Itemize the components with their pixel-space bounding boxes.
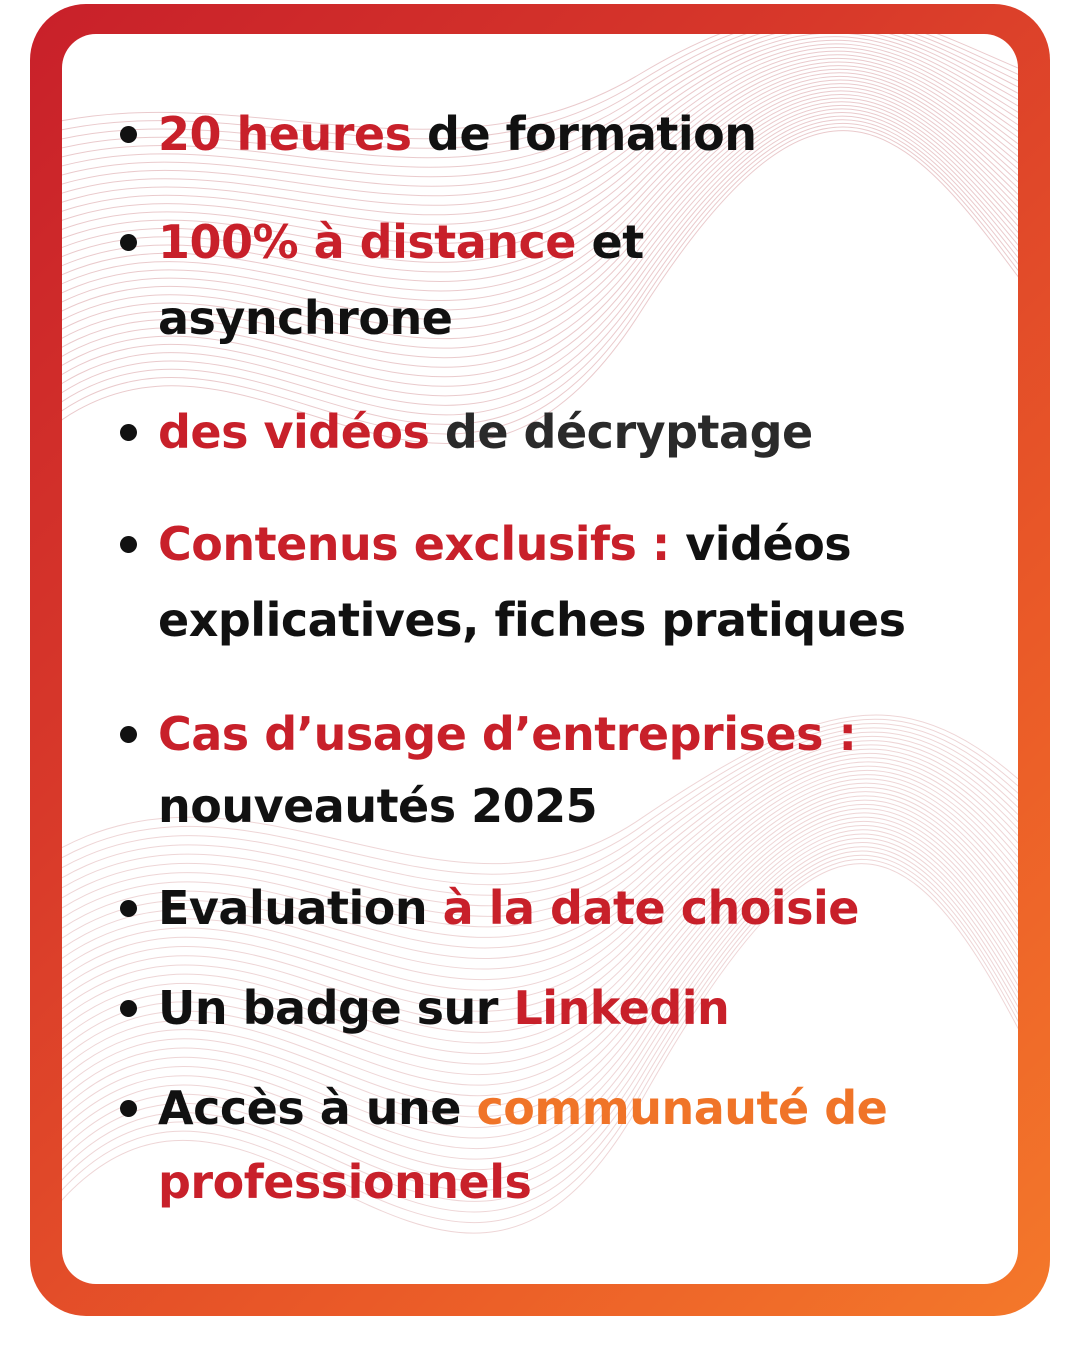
item-text: explicatives, fiches pratiques (158, 593, 906, 647)
item-text: et (576, 215, 644, 269)
item-text: asynchrone (158, 291, 453, 345)
item-highlight: 100% à distance (158, 215, 576, 269)
item-highlight: Linkedin (513, 981, 730, 1035)
item-highlight: 20 heures (158, 107, 412, 161)
item-text: de formation (411, 107, 757, 161)
item-text: Accès à une (158, 1081, 477, 1135)
bullet-icon (120, 126, 137, 143)
item-highlight: à la date choisie (442, 881, 859, 935)
bullet-icon (120, 234, 137, 251)
item-text: de décryptage (429, 405, 813, 459)
bullet-icon (120, 536, 137, 553)
item-text: nouveautés 2025 (158, 779, 598, 833)
bullet-icon (120, 424, 137, 441)
bullet-icon (120, 1000, 137, 1017)
item-highlight: Cas d’usage d’entreprises : (158, 707, 857, 761)
bullet-icon (120, 726, 137, 743)
bullet-icon (120, 1100, 137, 1117)
item-highlight: professionnels (158, 1155, 532, 1209)
item-highlight: communauté de (476, 1081, 888, 1135)
item-highlight: Contenus exclusifs : (158, 517, 670, 571)
item-text: vidéos (669, 517, 852, 571)
item-text: Un badge sur (158, 981, 514, 1035)
bullet-icon (120, 900, 137, 917)
item-text: Evaluation (158, 881, 443, 935)
item-highlight: des vidéos (158, 405, 430, 459)
